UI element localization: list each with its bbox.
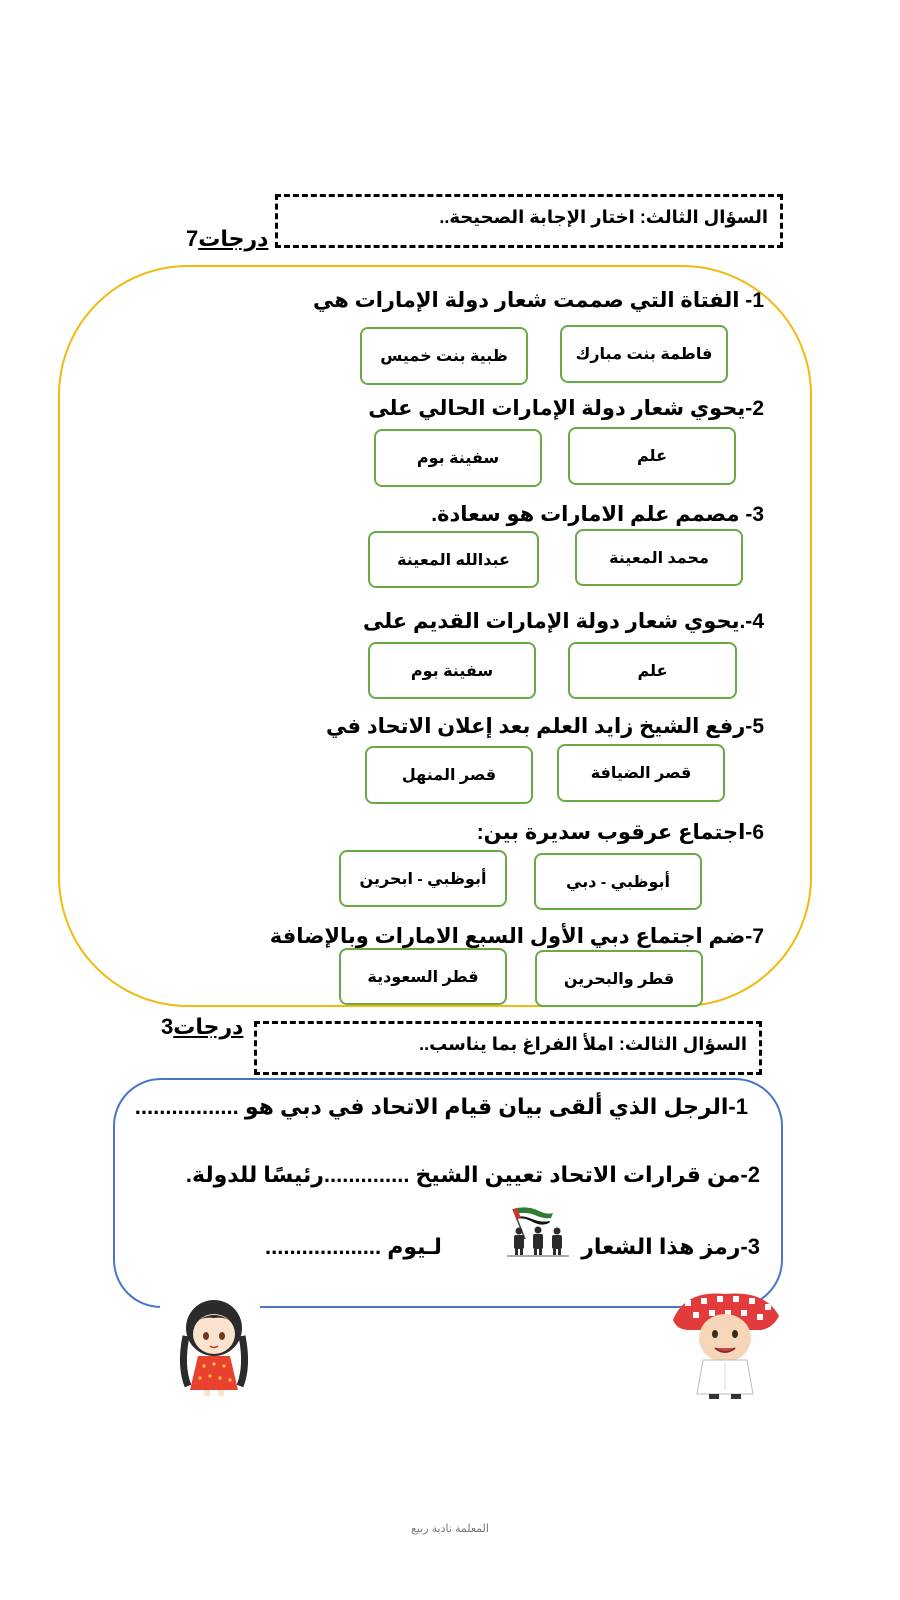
girl-character-icon (168, 1296, 260, 1398)
question-4: 4-.يحوي شعار دولة الإمارات القديم على (362, 610, 764, 633)
q6-option-1[interactable]: أبوظبي - دبي (534, 853, 702, 910)
footer-teacher-name: المعلمة نادية ربيع (411, 1523, 489, 1535)
q6-option-2[interactable]: أبوظبي - ابحرين (339, 850, 507, 907)
q2-option-1[interactable]: علم (568, 427, 736, 485)
q1-option-2[interactable]: ظبية بنت خميس (360, 327, 528, 385)
fill-item-3-before: 3-رمز هذا الشعار (581, 1234, 760, 1259)
question-5: 5-رفع الشيخ زايد العلم بعد إعلان الاتحاد في (326, 715, 764, 738)
boy-character-icon (665, 1290, 785, 1402)
section2-grade-word: درجات (173, 1014, 244, 1039)
q5-option-2[interactable]: قصر المنهل (365, 746, 533, 804)
question-7: 7-ضم اجتماع دبي الأول السبع الامارات وبالإضافة (269, 925, 764, 948)
fill-item-1: 1-الرجل الذي ألقى بيان قيام الاتحاد في دبي هو ................. (134, 1094, 748, 1119)
q3-option-2[interactable]: عبدالله المعينة (368, 531, 539, 588)
q1-option-1[interactable]: فاطمة بنت مبارك (560, 325, 728, 383)
question-6: 6-اجتماع عرقوب سديرة بين: (476, 821, 764, 844)
section1-title-box (275, 194, 783, 248)
q4-option-2[interactable]: سفينة بوم (368, 642, 536, 699)
section1-grade (186, 226, 268, 252)
question-2: 2-يحوي شعار دولة الإمارات الحالي على (368, 397, 764, 420)
q4-option-1[interactable]: علم (568, 642, 737, 699)
q3-option-1[interactable]: محمد المعينة (575, 529, 743, 586)
section2-title: السؤال الثالث: املأ الفراغ بما يناسب.. (419, 1034, 747, 1054)
q7-option-2[interactable]: قطر السعودية (339, 948, 507, 1005)
section2-grade (161, 1014, 243, 1040)
q5-option-1[interactable]: قصر الضيافة (557, 744, 725, 802)
fill-item-2: 2-من قرارات الاتحاد تعيين الشيخ ..............رئيسًا للدولة. (185, 1162, 760, 1187)
section2-grade-number: 3 (161, 1014, 174, 1039)
fill-item-3-after: لـيوم ................... (265, 1234, 442, 1259)
section1-title: السؤال الثالث: اختار الإجابة الصحيحة.. (439, 207, 768, 227)
section1-grade-word: درجات (198, 226, 269, 251)
question-1: 1- الفتاة التي صممت شعار دولة الإمارات هي (312, 289, 764, 312)
section1-grade-number: 7 (186, 226, 199, 251)
union-day-emblem-icon (505, 1205, 571, 1257)
question-3: 3- مصمم علم الامارات هو سعادة. (431, 503, 764, 526)
section2-title-box (254, 1021, 762, 1075)
q7-option-1[interactable]: قطر والبحرين (535, 950, 703, 1007)
q2-option-2[interactable]: سفينة بوم (374, 429, 542, 487)
